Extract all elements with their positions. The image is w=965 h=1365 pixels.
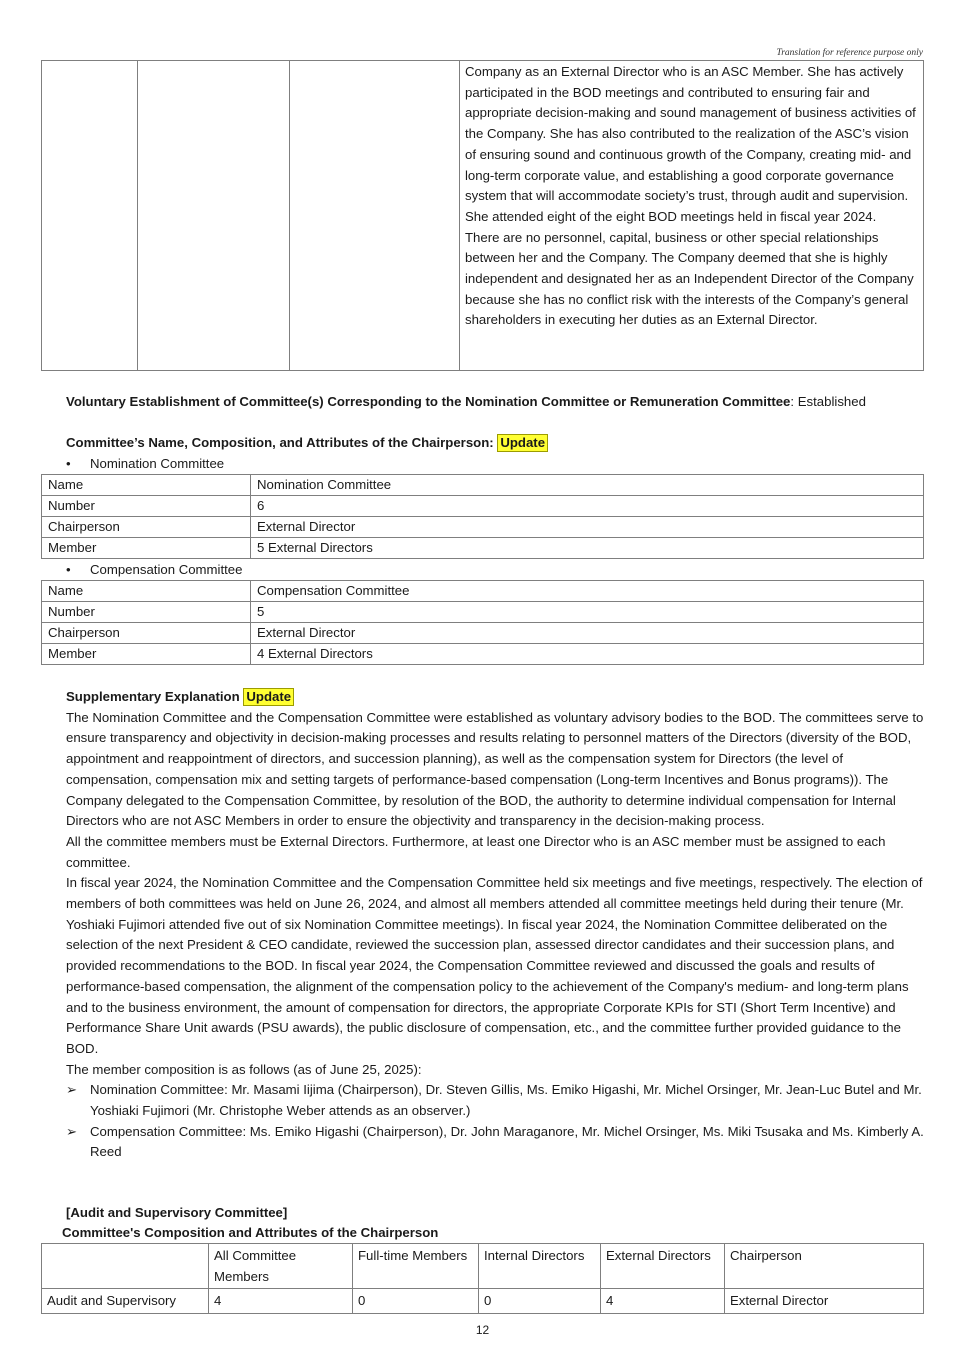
empty-cell xyxy=(138,61,290,371)
update-badge: Update xyxy=(243,688,294,706)
voluntary-establishment-line xyxy=(66,392,936,413)
bullet-icon: • xyxy=(66,456,71,471)
director-continuation-table xyxy=(41,60,924,371)
empty-cell xyxy=(42,61,138,371)
table-row xyxy=(42,517,924,538)
voluntary-establishment-value: : Established xyxy=(790,394,866,409)
supplementary-section xyxy=(66,687,926,1163)
voluntary-establishment-label: Voluntary Establishment of Committee(s) Corresponding to the Nomination Committee or Remuneration Committee xyxy=(66,394,791,409)
row-key: Number xyxy=(42,602,251,623)
director-reason-cell xyxy=(460,61,924,371)
table-row xyxy=(42,623,924,644)
compensation-committee-table xyxy=(41,580,924,665)
row-key: Member xyxy=(42,538,251,559)
committee-heading-label: Committee’s Name, Composition, and Attributes of the Chairperson: xyxy=(66,435,494,450)
list-item xyxy=(66,1080,926,1121)
table-cell: Audit and Supervisory xyxy=(42,1289,209,1314)
supplementary-paragraph: The member composition is as follows (as of June 25, 2025): xyxy=(66,1061,422,1077)
empty-cell xyxy=(290,61,460,371)
compensation-bullet xyxy=(66,560,242,581)
supplementary-label: Supplementary Explanation xyxy=(66,689,240,704)
supplementary-paragraph: The Nomination Committee and the Compensation Committee were established as voluntary advisory bodies to the BOD. The committees serve to ensure transparency and objectivity in decision-making processes and results relating to personnel matters of the Directors (diversity of the BOD, appointment and reappointment of directors, and succession planning), as well as the compensation system for Directors (the level of compensation, compensation mix and setting targets of performance-based compensation (Long-term Incentives and Bonus programs)). The Company delegated to the Compensation Committee, by resolution of the BOD, the authority to determine individual compensation for Internal Directors who are not ASC Members in order to ensure the objectivity and transparency in the decision-making process. xyxy=(66,709,924,829)
row-key: Number xyxy=(42,496,251,517)
supplementary-paragraph: In fiscal year 2024, the Nomination Committee and the Compensation Committee held six meetings and five meetings, respectively. The election of members of both committees was held on June 26, 2024, and almost all members attended all committee meetings held during their tenure (Mr. Yoshiaki Fujimori attended five out of six Nomination Committee meetings). In fiscal year 2024, the Nomination Committee deliberated on the selection of the next President & CEO candidate, reviewed the succession plan, assessed director candidates and their succession plans, and provided recommendations to the BOD. In fiscal year 2024, the Compensation Committee reviewed and discussed the goals and results of performance-based compensation, the alignment of the compensation policy to the achievement of the Company's medium- and long-term plans and to the business environment, the amount of compensation for directors, the appropriate Corporate KPIs for STI (Short Term Incentive) and Performance Share Unit awards (PSU awards), the public disclosure of compensation, etc., and the committee further provided guidance to the BOD. xyxy=(66,875,923,1056)
nomination-bullet xyxy=(66,454,224,475)
page-number: 12 xyxy=(475,1323,490,1337)
list-item xyxy=(66,1122,926,1163)
nomination-committee-table xyxy=(41,474,924,559)
arrow-bullet-icon: ➢ xyxy=(66,1082,78,1098)
row-key: Chairperson xyxy=(42,623,251,644)
table-cell: 0 xyxy=(479,1289,601,1314)
table-row xyxy=(42,644,924,665)
asc-heading: [Audit and Supervisory Committee] xyxy=(66,1205,288,1220)
table-cell: External Director xyxy=(725,1289,924,1314)
translation-note: Translation for reference purpose only xyxy=(776,48,923,58)
table-header-row xyxy=(42,1244,924,1289)
column-header: External Directors xyxy=(601,1244,725,1289)
table-row xyxy=(42,1289,924,1314)
director-independence-paragraph: There are no personnel, capital, business or other special relationships between her and the Company. The Company deemed that she is highly independent and designated her as an Independent Director of the Company because she has no conflict risk with the interests of the Company’s general shareholders in executing her duties as an External Director. xyxy=(465,229,914,328)
row-value: 6 xyxy=(251,496,924,517)
director-reason-paragraph: Company as an External Director who is an ASC Member. She has actively participated in the BOD meetings and contributed to ensuring fair and appropriate decision-making and sound management of business activities of the Company. She has also contributed to the realization of the ASC’s vision of ensuring sound and continuous growth of the Company, creating mid- and long-term corporate value, and establishing a good corporate governance system that will accommodate society’s trust, through audit and supervision. She attended eight of the eight BOD meetings held in fiscal year 2024. xyxy=(465,64,916,224)
row-key: Name xyxy=(42,581,251,602)
asc-composition-table xyxy=(41,1243,924,1314)
bullet-icon: • xyxy=(66,562,71,577)
row-value: 5 xyxy=(251,602,924,623)
table-row xyxy=(42,602,924,623)
update-badge: Update xyxy=(497,434,548,452)
column-header: Chairperson xyxy=(725,1244,924,1289)
list-item-text: Compensation Committee: Ms. Emiko Higashi (Chairperson), Dr. John Maraganore, Mr. Michel Orsinger, Ms. Miki Tsusaka and Ms. Kimberly A. Reed xyxy=(90,1123,924,1160)
list-item-text: Nomination Committee: Mr. Masami Iijima (Chairperson), Dr. Steven Gillis, Ms. Emiko Higashi, Mr. Michel Orsinger, Mr. Jean-Luc Butel and Mr. Yoshiaki Fujimori (Mr. Christophe Weber attends as an observer.) xyxy=(90,1082,922,1119)
row-key: Name xyxy=(42,475,251,496)
row-value: External Director xyxy=(251,517,924,538)
column-header: All Committee Members xyxy=(209,1244,353,1289)
row-value: Compensation Committee xyxy=(251,581,924,602)
supplementary-heading xyxy=(66,687,926,708)
row-value: Nomination Committee xyxy=(251,475,924,496)
asc-subheading: Committee's Composition and Attributes of the Chairperson xyxy=(62,1225,439,1240)
table-row xyxy=(42,496,924,517)
table-row xyxy=(42,538,924,559)
row-key: Chairperson xyxy=(42,517,251,538)
member-list xyxy=(66,1080,926,1163)
row-value: External Director xyxy=(251,623,924,644)
column-header: Internal Directors xyxy=(479,1244,601,1289)
column-header xyxy=(42,1244,209,1289)
row-value: 5 External Directors xyxy=(251,538,924,559)
table-cell: 0 xyxy=(353,1289,479,1314)
compensation-title: Compensation Committee xyxy=(90,562,243,577)
supplementary-paragraph: All the committee members must be External Directors. Furthermore, at least one Director who is an ASC member must be assigned to each committee. xyxy=(66,833,886,870)
row-value: 4 External Directors xyxy=(251,644,924,665)
nomination-title: Nomination Committee xyxy=(90,456,225,471)
arrow-bullet-icon: ➢ xyxy=(66,1123,78,1139)
row-key: Member xyxy=(42,644,251,665)
committee-heading xyxy=(66,433,548,454)
column-header: Full-time Members xyxy=(353,1244,479,1289)
table-row xyxy=(42,581,924,602)
table-cell: 4 xyxy=(601,1289,725,1314)
table-cell: 4 xyxy=(209,1289,353,1314)
table-row xyxy=(42,475,924,496)
